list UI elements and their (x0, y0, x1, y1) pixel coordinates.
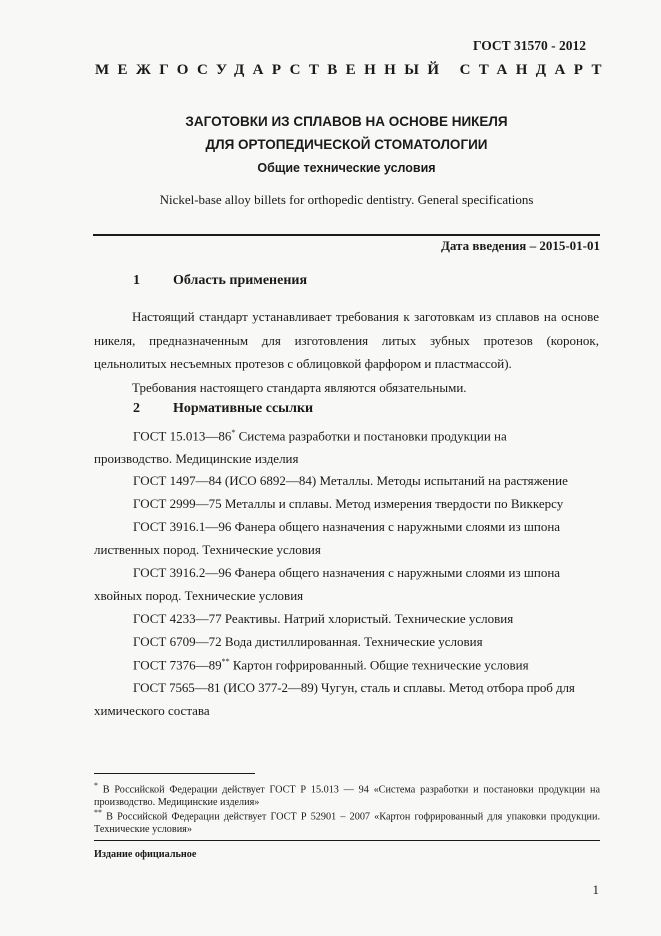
edition-label: Издание официальное (94, 849, 197, 860)
footnote-marker: ** (221, 657, 230, 666)
reference-item (133, 473, 599, 489)
reference-continuation: хвойных пород. Технические условия (94, 588, 304, 603)
reference-text: Вода дистиллированная. Технические условия (221, 634, 483, 649)
reference-text: Фанера общего назначения с наружными слоями из шпона (231, 519, 561, 534)
reference-item (133, 634, 599, 650)
reference-text: Реактивы. Натрий хлористый. Технические условия (221, 611, 514, 626)
reference-code: ГОСТ 1497—84 (133, 473, 222, 488)
introduction-date: Дата введения – 2015-01-01 (440, 238, 600, 253)
footnote-marker: * (231, 428, 236, 437)
reference-code: ГОСТ 7376—89 (133, 657, 222, 673)
footnote-2-text: В Российской Федерации действует ГОСТ Р 52901 – 2007 «Картон гофрированный для упаковки продукции. Технические условия» (94, 811, 600, 836)
gost-number: ГОСТ 31570 - 2012 (472, 38, 586, 53)
footnote-divider (94, 773, 255, 774)
section-1-paragraph-2: Требования настоящего стандарта являются обязательными. (132, 379, 467, 395)
reference-continuation: лиственных пород. Технические условия (94, 542, 321, 557)
document-title-line-1: ЗАГОТОВКИ ИЗ СПЛАВОВ НА ОСНОВЕ НИКЕЛЯ (185, 114, 508, 129)
reference-text: Система разработки и постановки продукции на (235, 428, 507, 444)
footnote-2-marker: ** (94, 808, 102, 817)
reference-text: Металлы и сплавы. Метод измерения твердости по Виккерсу (221, 496, 564, 511)
reference-code: ГОСТ 15.013—86 (133, 428, 232, 444)
reference-text: Фанера общего назначения с наружными слоями из шпона (231, 565, 561, 580)
english-title: Nickel-base alloy billets for orthopedic dentistry. General specifications (159, 192, 534, 207)
title-divider (93, 234, 600, 236)
reference-item (133, 611, 599, 627)
section-1-paragraph-1: Настоящий стандарт устанавливает требования к заготовкам из сплавов на основе никеля, предназначенным для изготовления литых зубных протезов (коронок, цельнолитых несъемных протезов с облицовкой фарфором и пластмассой). (94, 309, 599, 371)
page-number: 1 (592, 882, 599, 897)
footnote-1 (94, 779, 600, 809)
reference-code: ГОСТ 3916.1—96 (133, 519, 232, 534)
reference-continuation: химического состава (94, 703, 210, 718)
footnote-1-marker: * (94, 781, 98, 790)
reference-code: ГОСТ 3916.2—96 (133, 565, 232, 580)
reference-code: ГОСТ 6709—72 (133, 634, 222, 649)
reference-item (133, 565, 599, 581)
edition-divider (94, 840, 600, 841)
reference-item (133, 496, 599, 512)
interstate-standard-heading: МЕЖГОСУДАРСТВЕННЫЙ СТАНДАРТ (95, 62, 610, 78)
reference-text: (ИСО 6892—84) Металлы. Методы испытаний на растяжение (221, 473, 568, 488)
reference-text: Картон гофрированный. Общие технические условия (229, 657, 529, 673)
section-1-title: Область применения (173, 273, 308, 288)
reference-text: (ИСО 377-2—89) Чугун, сталь и сплавы. Метод отбора проб для (220, 680, 575, 695)
document-title-line-2: ДЛЯ ОРТОПЕДИЧЕСКОЙ СТОМАТОЛОГИИ (205, 137, 488, 152)
reference-code: ГОСТ 4233—77 (133, 611, 222, 626)
section-1-number: 1 (133, 273, 140, 288)
reference-item (133, 680, 599, 696)
section-2-number: 2 (133, 401, 140, 416)
section-1-body (94, 305, 599, 399)
reference-item (133, 657, 599, 673)
footnote-1-text: В Российской Федерации действует ГОСТ Р 15.013 — 94 «Система разработки и постановки продукции на производство. Медицинские изделия» (94, 784, 600, 809)
reference-item (133, 428, 599, 444)
reference-code: ГОСТ 7565—81 (133, 680, 221, 695)
reference-code: ГОСТ 2999—75 (133, 496, 222, 511)
reference-continuation: производство. Медицинские изделия (94, 451, 299, 466)
footnote-2 (94, 806, 600, 836)
section-2-title: Нормативные ссылки (173, 401, 314, 416)
document-subtitle: Общие технические условия (257, 161, 436, 175)
reference-item (133, 519, 599, 535)
